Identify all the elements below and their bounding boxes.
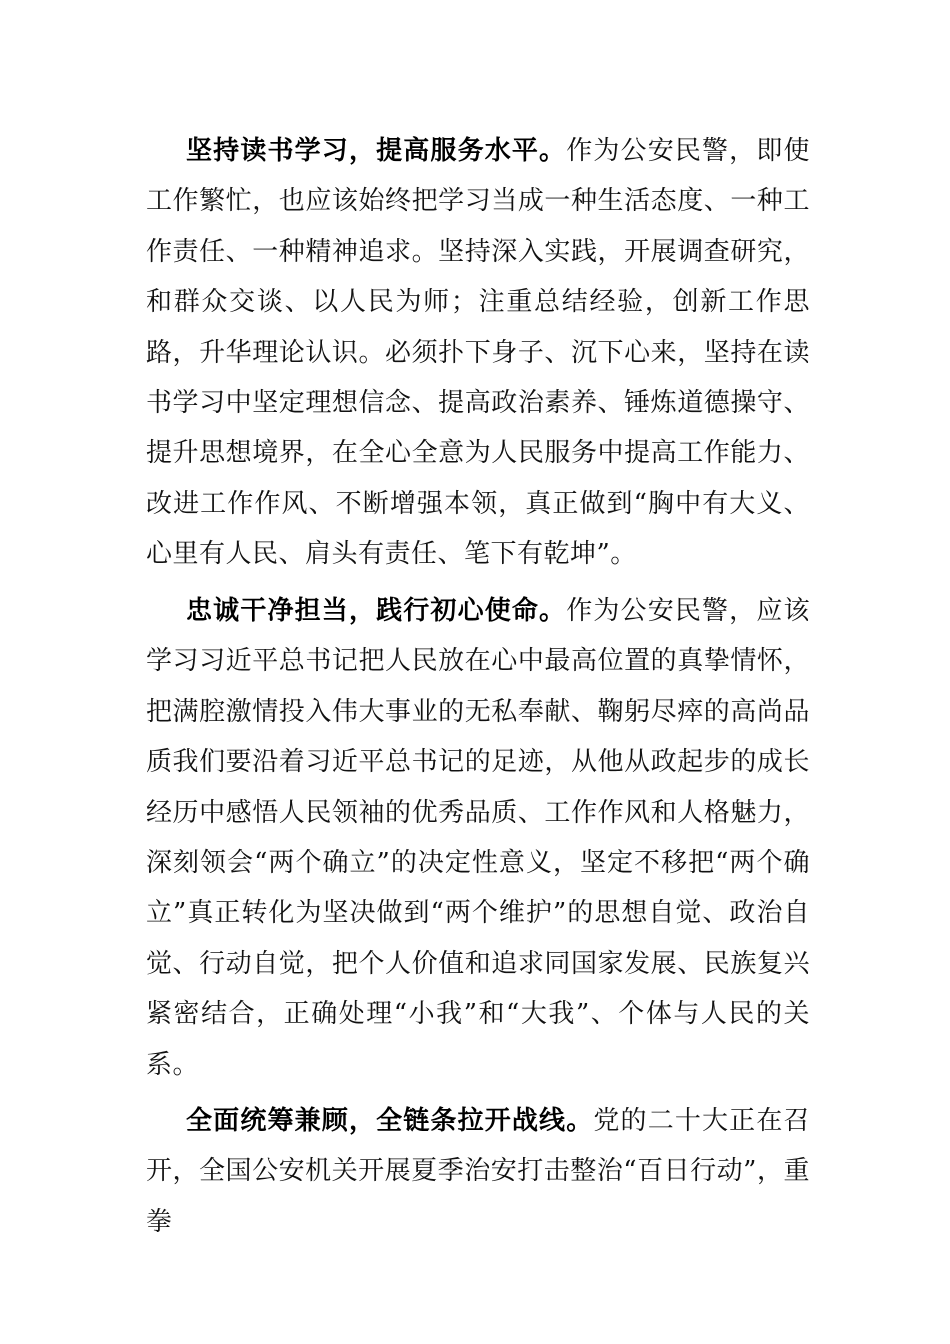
paragraph-loyalty [146,586,810,1090]
paragraph-body: 党的二十大正在召开，全国公安机关开展夏季治安打击整治“百日行动”，重拳 [146,1106,810,1237]
paragraph-lead-heading: 坚持读书学习，提高服务水平。 [186,136,567,166]
paragraph-lead-heading: 全面统筹兼顾，全链条拉开战线。 [186,1106,594,1136]
paragraph-body: 作为公安民警，应该学习习近平总书记把人民放在心中最高位置的真挚情怀，把满腔激情投入伟大事业的无私奉献、鞠躬尽瘁的高尚品质我们要沿着习近平总书记的足迹，从他从政起步的成长经历中感悟人民领袖的优秀品质、工作作风和人格魅力，深刻领会“两个确立”的决定性意义，坚定不移把“两个确立”真正转化为坚决做到“两个维护”的思想自觉、政治自觉、行动自觉，把个人价值和追求同国家发展、民族复兴紧密结合，正确处理“小我”和“大我”、个体与人民的关系。 [146,596,810,1080]
paragraph-study [146,126,810,580]
paragraph-coordination [146,1096,810,1247]
paragraph-body: 作为公安民警，即使工作繁忙，也应该始终把学习当成一种生活态度、一种工作责任、一种精神追求。坚持深入实践，开展调查研究，和群众交谈、以人民为师；注重总结经验，创新工作思路，升华理论认识。必须扑下身子、沉下心来，坚持在读书学习中坚定理想信念、提高政治素养、锤炼道德操守、提升思想境界，在全心全意为人民服务中提高工作能力、改进工作作风、不断增强本领，真正做到“胸中有大义、心里有人民、肩头有责任、笔下有乾坤”。 [146,136,810,570]
paragraph-lead-heading: 忠诚干净担当，践行初心使命。 [186,596,567,626]
